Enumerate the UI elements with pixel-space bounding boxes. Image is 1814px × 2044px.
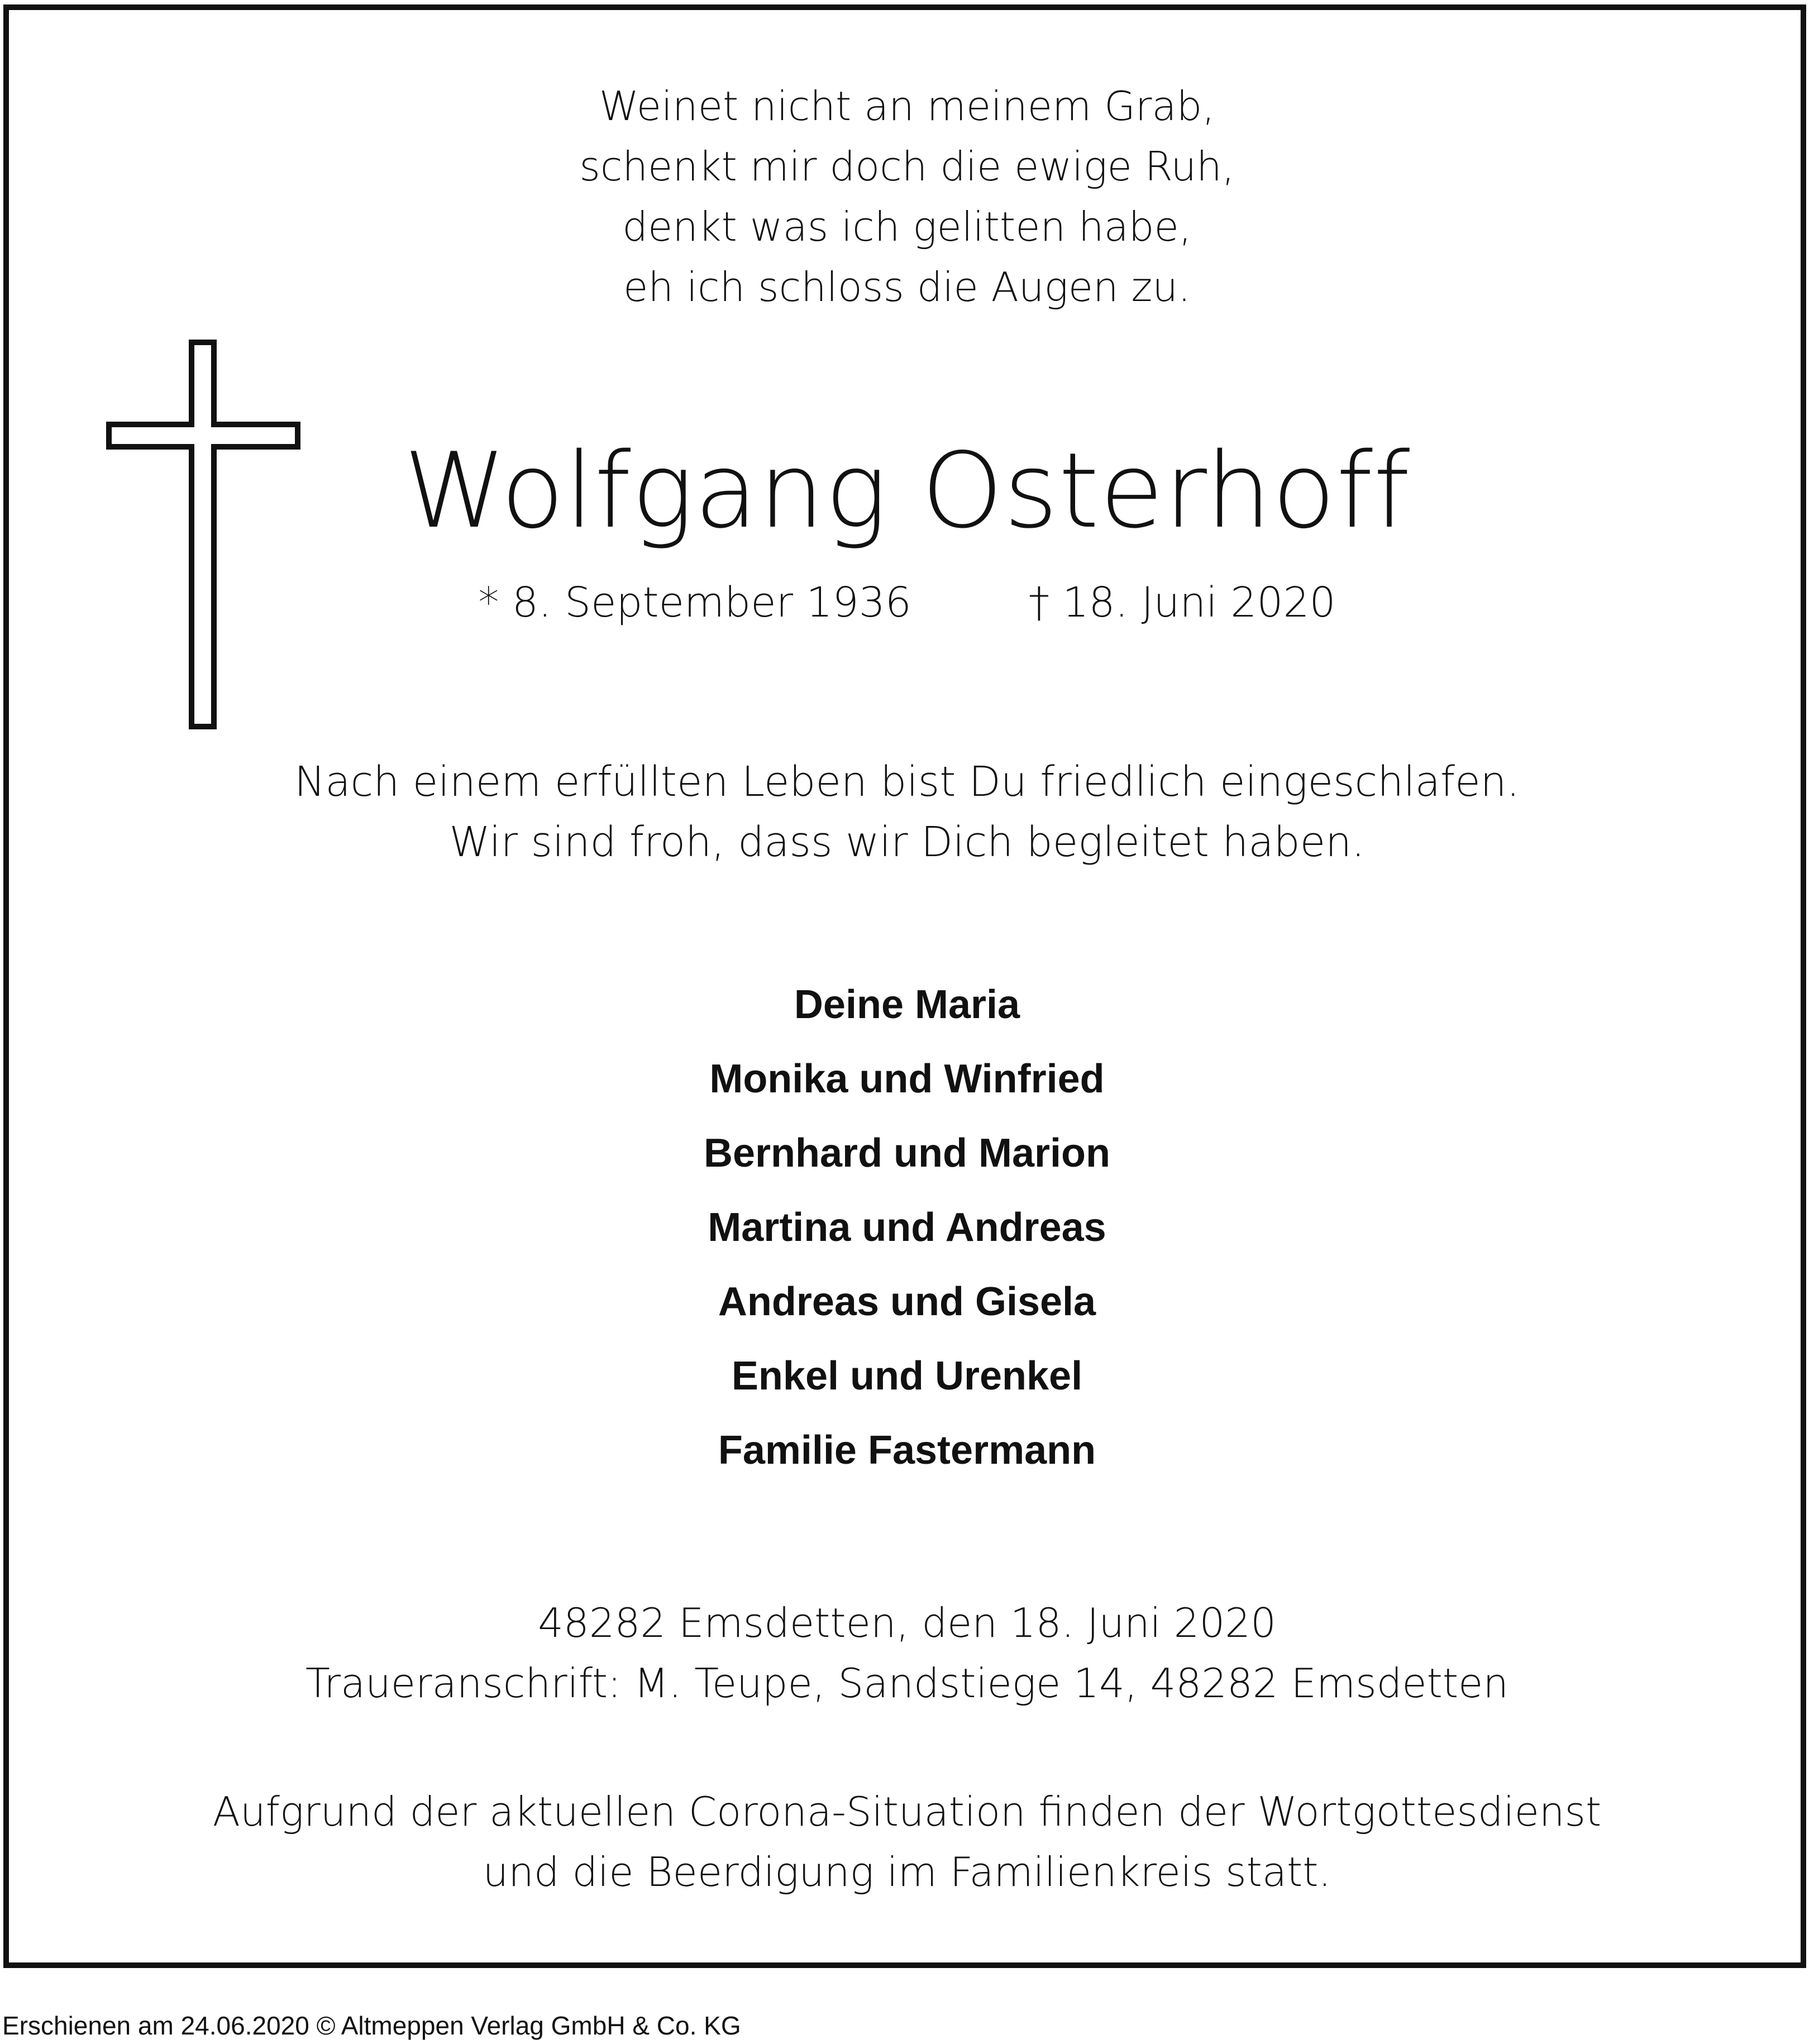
poem-line-1: Weinet nicht an meinem Grab, [599,83,1215,130]
place-date: 48282 Emsdetten, den 18. Juni 2020 [538,1599,1276,1646]
mourner-name: Bernhard und Marion [703,1131,1110,1176]
life-dates [0,579,1814,627]
mourner-name: Deine Maria [794,982,1020,1027]
mourning-address: Traueranschrift: M. Teupe, Sandstiege 14, 48282 Emsdetten [305,1660,1509,1707]
poem-line-3: denkt was ich gelitten habe, [622,203,1192,250]
mourner-name: Monika und Winfried [709,1057,1105,1101]
notice-line-1: Aufgrund der aktuellen Corona-Situation finden der Wortgottesdienst [212,1788,1602,1835]
mourner-name: Enkel und Urenkel [731,1354,1083,1398]
birth-date: * 8. September 1936 [478,579,911,627]
mourner-name: Andreas und Gisela [718,1279,1096,1324]
tribute-line-2: Wir sind froh, dass wir Dich begleitet haben. [449,818,1365,866]
poem-line-4: eh ich schloss die Augen zu. [623,264,1191,311]
mourner-name: Martina und Andreas [708,1205,1106,1250]
death-date: † 18. Juni 2020 [1028,579,1336,627]
publication-footer: Erschienen am 24.06.2020 © Altmeppen Verlag GmbH & Co. KG [2,2011,741,2040]
deceased-name: Wolfgang Osterhoff [403,430,1411,551]
mourner-name: Familie Fastermann [718,1428,1096,1473]
notice-line-2: und die Beerdigung im Familienkreis statt. [483,1849,1331,1895]
poem-line-2: schenkt mir doch die ewige Ruh, [579,143,1235,190]
tribute-line-1: Nach einem erfüllten Leben bist Du friedlich eingeschlafen. [294,758,1520,806]
